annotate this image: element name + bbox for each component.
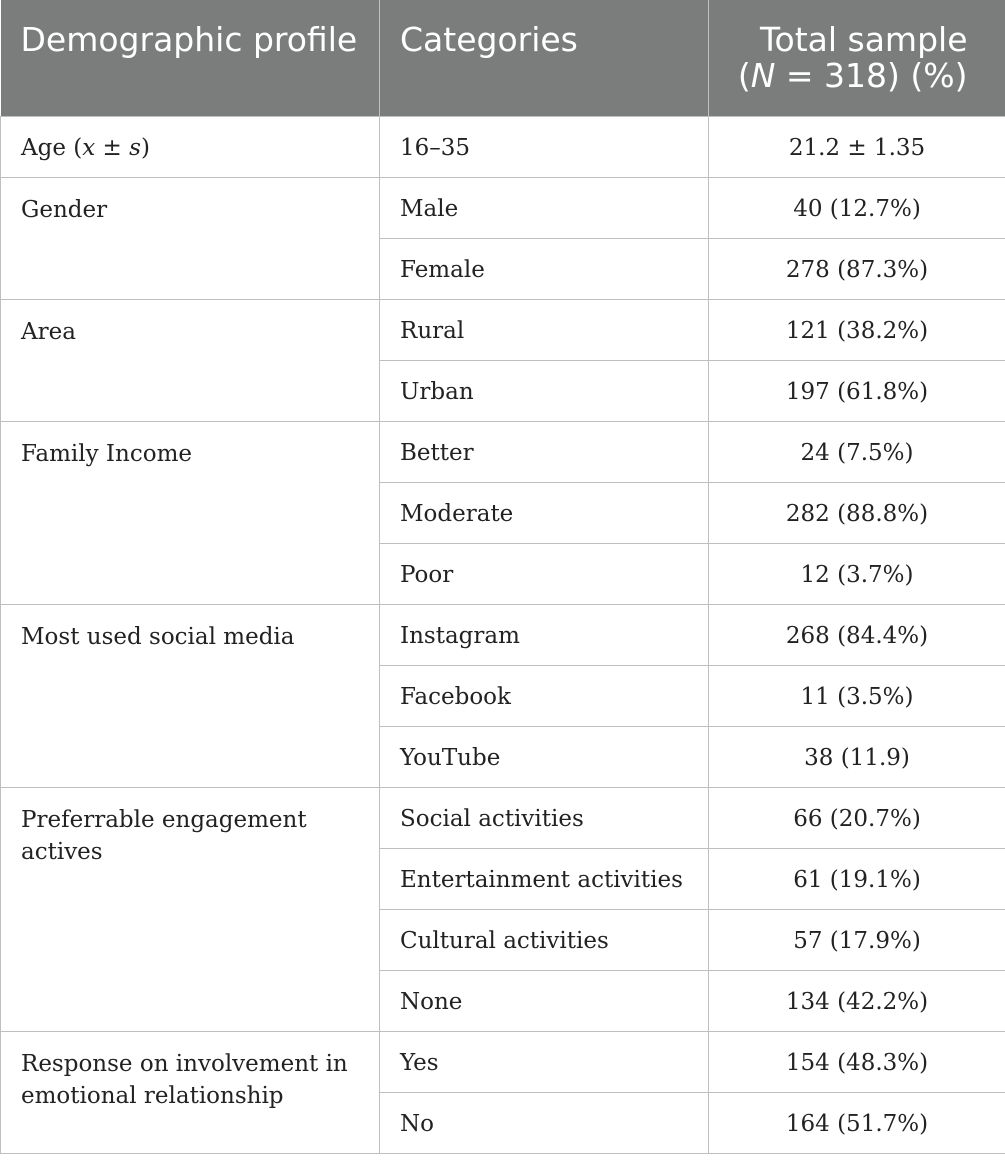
row-label-family-income: Family Income — [1, 421, 380, 604]
category-cell: Moderate — [380, 482, 709, 543]
category-cell: Facebook — [380, 665, 709, 726]
header-total-sample-part1: Total sample ( — [737, 20, 968, 95]
header-total-sample-part2: = 318) (%) — [775, 56, 968, 95]
value-cell: 24 (7.5%) — [709, 421, 1005, 482]
row-label-relationship: Response on involvement in emotional relationship — [1, 1031, 380, 1153]
table-header — [1, 0, 1005, 116]
table-body — [1, 116, 1005, 1153]
table-row — [1, 604, 1005, 665]
value-cell: 61 (19.1%) — [709, 848, 1005, 909]
category-cell: Social activities — [380, 787, 709, 848]
value-cell: 278 (87.3%) — [709, 238, 1005, 299]
row-label-gender: Gender — [1, 177, 380, 299]
age-pm-symbol: ± — [95, 134, 130, 161]
value-cell: 12 (3.7%) — [709, 543, 1005, 604]
value-cell: 121 (38.2%) — [709, 299, 1005, 360]
value-cell: 11 (3.5%) — [709, 665, 1005, 726]
value-cell: 57 (17.9%) — [709, 909, 1005, 970]
header-demographic-profile: Demographic profile — [1, 0, 380, 116]
category-cell: Yes — [380, 1031, 709, 1092]
category-cell: Rural — [380, 299, 709, 360]
row-label-area: Area — [1, 299, 380, 421]
table-row — [1, 421, 1005, 482]
value-cell: 134 (42.2%) — [709, 970, 1005, 1031]
category-cell: None — [380, 970, 709, 1031]
table-row — [1, 299, 1005, 360]
category-cell: Urban — [380, 360, 709, 421]
value-cell: 197 (61.8%) — [709, 360, 1005, 421]
age-label-prefix: Age ( — [21, 134, 83, 161]
row-label-social-media: Most used social media — [1, 604, 380, 787]
category-cell: Entertainment activities — [380, 848, 709, 909]
table-row — [1, 116, 1005, 177]
value-cell: 282 (88.8%) — [709, 482, 1005, 543]
age-label-suffix: ) — [140, 134, 150, 161]
value-cell: 66 (20.7%) — [709, 787, 1005, 848]
row-label-engagement: Preferrable engagement actives — [1, 787, 380, 1031]
value-cell: 21.2 ± 1.35 — [709, 116, 1005, 177]
row-label-age — [1, 116, 380, 177]
value-cell: 40 (12.7%) — [709, 177, 1005, 238]
age-x-symbol: x — [82, 134, 96, 161]
value-cell: 268 (84.4%) — [709, 604, 1005, 665]
table-row — [1, 177, 1005, 238]
header-total-sample — [709, 0, 1005, 116]
category-cell: Instagram — [380, 604, 709, 665]
value-cell: 164 (51.7%) — [709, 1092, 1005, 1153]
category-cell: Better — [380, 421, 709, 482]
category-cell: Poor — [380, 543, 709, 604]
category-cell: Female — [380, 238, 709, 299]
header-categories: Categories — [380, 0, 709, 116]
header-row — [1, 0, 1005, 116]
category-cell: 16–35 — [380, 116, 709, 177]
value-cell: 38 (11.9) — [709, 726, 1005, 787]
category-cell: Male — [380, 177, 709, 238]
table-row — [1, 787, 1005, 848]
value-cell: 154 (48.3%) — [709, 1031, 1005, 1092]
age-s-symbol: s — [129, 134, 141, 161]
category-cell: No — [380, 1092, 709, 1153]
category-cell: YouTube — [380, 726, 709, 787]
category-cell: Cultural activities — [380, 909, 709, 970]
table-row — [1, 1031, 1005, 1092]
header-n-symbol: N — [750, 56, 776, 95]
